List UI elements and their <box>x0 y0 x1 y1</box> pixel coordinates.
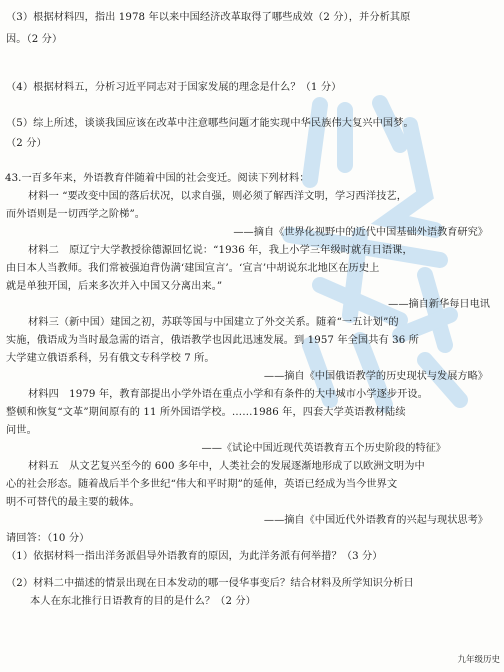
page-footer: 九年级历史 <box>457 655 500 665</box>
material-3-source: ——摘自《中国俄语教学的历史现状与发展方略》 <box>263 371 488 382</box>
material-5-line3: 明不可替代的最主要的载体。 <box>6 497 140 508</box>
question-5-line1: （5）综上所述，谈谈我国应该在改革中注意哪些问题才能实现中华民族伟大复兴中国梦。 <box>6 118 414 129</box>
material-5-line2: 心的社会形态。随着战后半个多世纪“伟大和平时期”的延伸，英语已经成为当今世界文 <box>6 479 398 490</box>
question-4: （4）根据材料五，分析习近平同志对于国家发展的理念是什么？（1 分） <box>6 82 342 93</box>
material-4-line1: 材料四 1979 年，教育部提出小学外语在重点小学和有条件的大中城市小学逐步开设。 <box>28 389 429 400</box>
sub-question-1: （1）依据材料一指出洋务派倡导外语教育的原因，为此洋务派有何举措？（3 分） <box>6 551 383 562</box>
material-2-line2: 由日本人当教师。我们常被强迫背伪满‘建国宣言’。‘宣言’中胡说东北地区在历史上 <box>6 263 380 274</box>
question-43-intro: 43.一百多年来，外语教育伴随着中国的社会变迁。阅读下列材料： <box>5 173 310 184</box>
material-1-source: ——摘自《世界化视野中的近代中国基础外语教育研究》 <box>233 227 488 238</box>
material-1-line1: 材料一 “要改变中国的落后状况，以求自强，则必须了解西洋文明，学习西洋技艺， <box>28 191 407 202</box>
sub-question-2-line1: （2）材料二中描述的情景出现在日本发动的哪一侵华事变后？结合材料及所学知识分析日 <box>6 578 414 589</box>
material-4-source: ——《试论中国近现代英语教育五个历史阶段的特征》 <box>201 443 446 454</box>
material-3-line3: 大学建立俄语系科，另有俄文专科学校 7 所。 <box>6 353 215 364</box>
material-5-source: ——摘自《中国近代外语教育的兴起与现状思考》 <box>263 515 488 526</box>
material-3-line2: 实施，俄语成为当时最急需的语言，俄语教学也因此迅速发展。到 1957 年全国共有 36 所 <box>6 335 419 346</box>
material-5-line1: 材料五 从文艺复兴至今的 600 多年中，人类社会的发展逐渐地形成了以欧洲文明为中 <box>28 461 425 472</box>
material-1-line2: 而外语则是一切西学之阶梯”。 <box>6 209 146 220</box>
answer-prompt: 请回答：（10 分） <box>6 533 90 544</box>
question-3-line2: 因。（2 分） <box>6 34 63 45</box>
material-4-line2: 整顿和恢复“文革”期间原有的 11 所外国语学校。……1986 年，四套大学英语教材陆续 <box>6 407 406 418</box>
question-5-line2: （2 分） <box>6 138 47 149</box>
material-2-line1: 材料二 原辽宁大学教授徐德源回忆说：“1936 年，我上小学三年级时就有日语课， <box>28 245 413 256</box>
material-2-source: ——摘自新华每日电讯 <box>388 299 490 310</box>
material-4-line3: 问世。 <box>6 425 37 436</box>
question-3-line1: （3）根据材料四，指出 1978 年以来中国经济改革取得了哪些成效（2 分），并分析其原 <box>6 12 411 23</box>
material-3-line1: 材料三（新中国）建国之初，苏联等国与中国建立了外交关系。随着“一五计划”的 <box>28 317 399 328</box>
material-2-line3: 就是单独开国，后来多次并入中国又分离出来。” <box>6 281 223 292</box>
sub-question-2-line2: 本人在东北推行日语教育的目的是什么？（2 分） <box>30 596 256 607</box>
